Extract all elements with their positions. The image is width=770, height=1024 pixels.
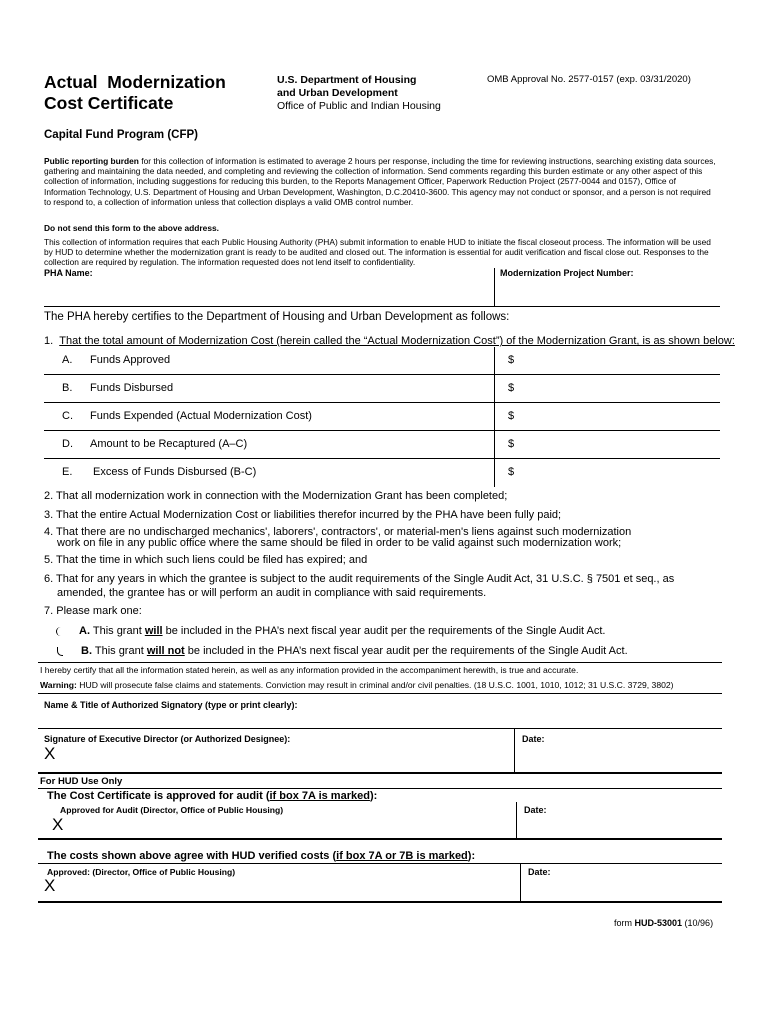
hud-section1-post: ): — [369, 790, 378, 802]
option-a-post: be included in the PHA’s next fiscal year audit per the requirements of the Single Audit Act. — [162, 625, 606, 637]
hud-section2-divider — [520, 863, 521, 901]
hud-section1-rule — [38, 838, 722, 840]
hud-section2-pre: The costs shown above agree with HUD verified costs ( — [47, 850, 337, 862]
option-a-letter: A. — [79, 625, 90, 637]
cost-row-a — [62, 354, 170, 366]
program-name: Capital Fund Program (CFP) — [44, 129, 198, 141]
cost-row-rule — [44, 374, 720, 375]
item-5: 5. That the time in which such liens could be filed has expired; and — [44, 554, 368, 566]
cost-letter: A. — [62, 354, 73, 366]
warning-lead: Warning: — [40, 680, 77, 690]
hud-section2-cond: if box 7A or 7B is marked — [336, 850, 468, 862]
item-7: 7. Please mark one: — [44, 605, 142, 617]
cost-row-e — [62, 466, 256, 478]
cost-row-rule — [44, 402, 720, 403]
item-1 — [44, 335, 735, 347]
cost-letter: D. — [62, 438, 73, 450]
cost-row-rule — [44, 458, 720, 459]
option-b-emph: will not — [146, 645, 185, 657]
cost-amount-b[interactable]: $ — [508, 382, 515, 394]
hud-section1-cond: if box 7A is marked — [269, 790, 370, 802]
cost-label: Funds Disbursed — [90, 382, 174, 394]
signature-label: Signature of Executive Director (or Authorized Designee): — [44, 734, 291, 744]
signatory-rule — [38, 728, 722, 729]
cost-table-divider — [494, 347, 495, 487]
item-4-line1: 4. That there are no undischarged mechanics', laborers', contractors', or material-men's liens against such modernization — [44, 526, 632, 538]
warning-text: HUD will prosecute false claims and statements. Conviction may result in criminal and/or civil penalties. (18 U.S.C. 1001, 1010, 1012; 31 U.S.C. 3729, 3802) — [76, 680, 674, 690]
item-2: 2. That all modernization work in connection with the Modernization Grant has been completed; — [44, 490, 508, 502]
project-number-field[interactable]: Modernization Project Number: — [500, 268, 634, 278]
burden-statement — [44, 156, 720, 207]
hud-section1-date[interactable]: Date: — [524, 805, 547, 815]
cost-row-d — [62, 438, 247, 450]
signature-date-field[interactable]: Date: — [522, 734, 545, 744]
options-bottom-rule — [38, 662, 722, 663]
agency-office: Office of Public and Indian Housing — [277, 100, 441, 112]
option-a-pre: This grant — [90, 625, 145, 637]
cost-letter: C. — [62, 410, 73, 422]
hud-section1-divider — [516, 802, 517, 838]
hud-section2-rule — [38, 863, 722, 864]
hud-heading-rule — [38, 788, 722, 789]
cost-letter: B. — [62, 382, 73, 394]
warning-statement — [40, 680, 674, 690]
form-number-prefix: form — [614, 918, 635, 928]
agency-name-line1: U.S. Department of Housing — [277, 74, 417, 86]
item-6-line1: 6. That for any years in which the grantee is subject to the audit requirements of the Single Audit Act, 31 U.S.C. § 7501 et seq., as — [44, 573, 675, 585]
item-6-line2: amended, the grantee has or will perform an audit in compliance with said requirements. — [57, 587, 487, 599]
option-b-letter: B. — [81, 645, 92, 657]
omb-approval: OMB Approval No. 2577-0157 (exp. 03/31/2020) — [487, 74, 691, 85]
hud-section1-signature[interactable]: X — [52, 815, 64, 834]
warning-bottom-rule — [38, 693, 722, 694]
cost-row-rule — [44, 430, 720, 431]
agency-block — [277, 74, 441, 113]
item-3: 3. That the entire Actual Modernization Cost or liabilities therefor incurred by the PHA have been fully paid; — [44, 509, 562, 521]
hud-section1-pre: The Cost Certificate is approved for audit ( — [47, 790, 270, 802]
form-number — [614, 918, 713, 928]
pha-name-field[interactable]: PHA Name: — [44, 268, 93, 278]
hud-section2-bottom-rule — [38, 901, 722, 903]
option-b-post: be included in the PHA’s next fiscal year audit per the requirements of the Single Audit Act. — [184, 645, 628, 657]
burden-text: for this collection of information is estimated to average 2 hours per response, including the time for reviewing instructions, searching existing data sources, gathering and maintaining the data needed, and completing and reviewing the collection of information. Send comments regarding this burden estimate or any other aspect of this collection of information, including suggestions for reducing this burden, to the Reports Management Officer, Paperwork Reduction Project (2577-0044 and 0157), Office of Information Technology, U.S. Department of Housing and Urban Development, Washington, D.C.20410-3600. This agency may not conduct or sponsor, and a person is not required to respond to, a collection of information unless that collection displays a valid OMB control number. — [44, 156, 716, 207]
collection-statement: This collection of information requires that each Public Housing Authority (PHA) submit information to enable HUD to initiate the fiscal closeout process. The information will be used by HUD to determine whether the modernization grant is ready to be audited and closed out. The information is essential for audit verification and fiscal close out. Responses to the collection are required by regulation. The information requested does not lend itself to confidentiality. — [44, 237, 711, 268]
hud-section1-label: Approved for Audit (Director, Office of Public Housing) — [60, 805, 284, 815]
item-1-text: That the total amount of Modernization Cost (herein called the “Actual Modernization Cost”) of the Modernization Grant, is as shown below: — [59, 335, 735, 347]
cost-amount-e[interactable]: $ — [508, 466, 515, 478]
form-number-id: HUD-53001 — [634, 918, 683, 928]
cost-label: Funds Expended (Actual Modernization Cost) — [90, 410, 312, 422]
option-a-checkbox[interactable] — [56, 627, 62, 636]
signatory-name-title-field[interactable]: Name & Title of Authorized Signatory (type or print clearly): — [44, 700, 298, 710]
signature-field[interactable]: X — [44, 744, 56, 763]
burden-lead: Public reporting burden — [44, 156, 139, 166]
hud-section2-label: Approved: (Director, Office of Public Housing) — [47, 867, 236, 877]
option-a — [79, 625, 605, 637]
cost-row-b — [62, 382, 173, 394]
form-number-suffix: (10/96) — [682, 918, 714, 928]
hud-section2-date[interactable]: Date: — [528, 867, 551, 877]
cost-row-c — [62, 410, 312, 422]
cost-label: Amount to be Recaptured (A–C) — [90, 438, 248, 450]
form-title — [44, 72, 226, 114]
cost-amount-c[interactable]: $ — [508, 410, 515, 422]
cost-label: Funds Approved — [90, 354, 171, 366]
form-title-line2: Cost Certificate — [44, 93, 174, 113]
cost-amount-a[interactable]: $ — [508, 354, 515, 366]
do-not-send-notice: Do not send this form to the above address. — [44, 223, 219, 233]
hud-section2-post: ): — [467, 850, 476, 862]
cost-amount-d[interactable]: $ — [508, 438, 515, 450]
item-4-line2: work on file in any public office where the same should be filed in order to be valid against such modernization work; — [57, 537, 622, 549]
cost-letter: E. — [62, 466, 73, 478]
signature-date-divider — [514, 728, 515, 772]
certify-statement: I hereby certify that all the information stated herein, as well as any information provided in the accompaniment herewith, is true and accurate. — [40, 665, 579, 675]
field-divider — [494, 268, 495, 306]
option-b-pre: This grant — [92, 645, 147, 657]
hud-section1-heading — [47, 790, 377, 802]
item-1-number: 1. — [44, 335, 54, 347]
option-a-emph: will — [144, 625, 163, 637]
hud-section2-signature[interactable]: X — [44, 876, 56, 895]
form-title-line1: Actual Modernization — [44, 72, 226, 92]
cost-label: Excess of Funds Disbursed (B-C) — [90, 466, 257, 478]
agency-name-line2: and Urban Development — [277, 86, 398, 99]
hud-use-heading: For HUD Use Only — [40, 776, 123, 787]
option-b-checkbox[interactable] — [57, 647, 63, 656]
fields-bottom-rule — [44, 306, 720, 307]
signature-bottom-rule — [38, 772, 722, 774]
hud-section2-heading — [47, 850, 475, 862]
option-b — [81, 645, 628, 657]
certify-intro: The PHA hereby certifies to the Department of Housing and Urban Development as follows: — [44, 311, 510, 323]
